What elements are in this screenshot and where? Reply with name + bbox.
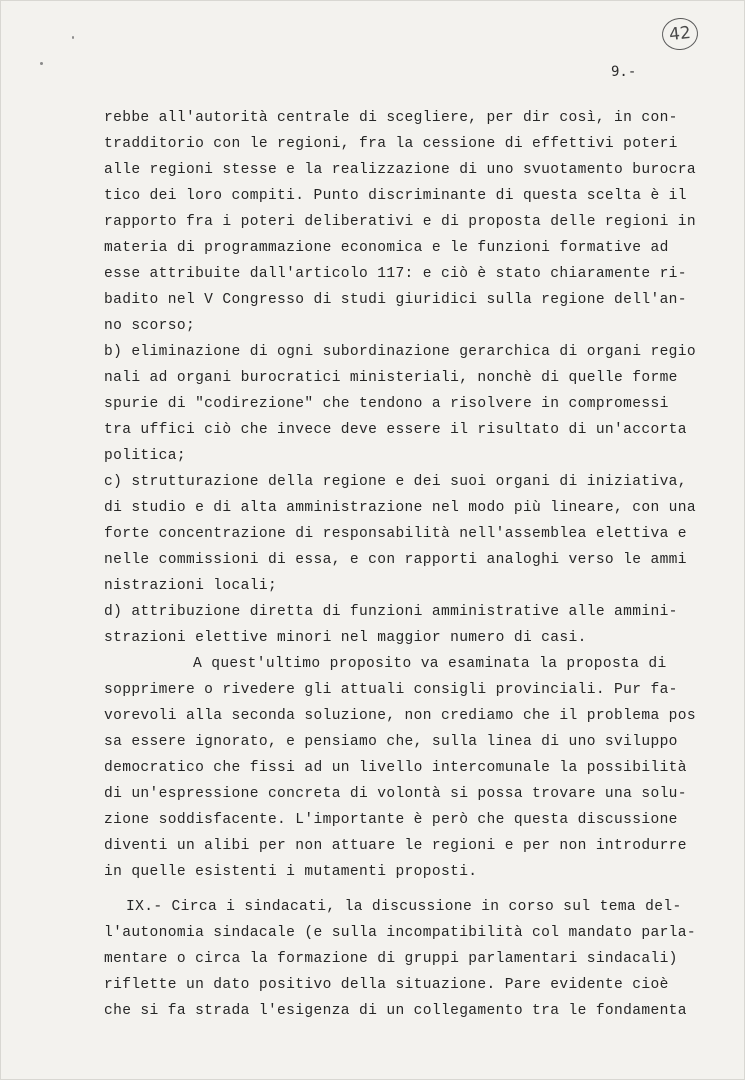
text-line: che si fa strada l'esigenza di un collegamento tra le fondamenta <box>104 1003 687 1019</box>
text-line: badito nel V Congresso di studi giuridici sulla regione dell'an- <box>104 292 687 308</box>
text-line: d) attribuzione diretta di funzioni amministrative alle ammini- <box>104 604 678 620</box>
text-line: c) strutturazione della regione e dei suoi organi di iniziativa, <box>104 474 687 490</box>
text-line: di un'espressione concreta di volontà si possa trovare una solu- <box>104 786 687 802</box>
scan-speck <box>72 36 74 39</box>
text-line: mentare o circa la formazione di gruppi parlamentari sindacali) <box>104 951 678 967</box>
section-heading-line: IX.- Circa i sindacati, la discussione in corso sul tema del- <box>126 899 682 915</box>
text-line: diventi un alibi per non attuare le regioni e per non introdurre <box>104 838 687 854</box>
text-line: l'autonomia sindacale (e sulla incompatibilità col mandato parla- <box>104 925 696 941</box>
folio-stamp <box>660 16 699 52</box>
text-line: forte concentrazione di responsabilità nell'assemblea elettiva e <box>104 526 687 542</box>
text-line: nelle commissioni di essa, e con rapporti analoghi verso le ammi <box>104 552 687 568</box>
text-line: vorevoli alla seconda soluzione, non crediamo che il problema pos <box>104 708 696 724</box>
text-line: tico dei loro compiti. Punto discriminante di questa scelta è il <box>104 188 687 204</box>
text-line: riflette un dato positivo della situazione. Pare evidente cioè <box>104 977 669 993</box>
text-line-indented: A quest'ultimo proposito va esaminata la proposta di <box>193 656 667 672</box>
text-line: zione soddisfacente. L'importante è però che questa discussione <box>104 812 678 828</box>
text-line: di studio e di alta amministrazione nel modo più lineare, con una <box>104 500 696 516</box>
text-line: strazioni elettive minori nel maggior numero di casi. <box>104 630 587 646</box>
text-line: sa essere ignorato, e pensiamo che, sulla linea di uno sviluppo <box>104 734 678 750</box>
text-line: democratico che fissi ad un livello intercomunale la possibilità <box>104 760 687 776</box>
text-line: politica; <box>104 448 186 464</box>
text-line: materia di programmazione economica e le funzioni formative ad <box>104 240 669 256</box>
text-line: b) eliminazione di ogni subordinazione gerarchica di organi regio <box>104 344 696 360</box>
text-line: rebbe all'autorità centrale di scegliere, per dir così, in con- <box>104 110 678 126</box>
text-line: nali ad organi burocratici ministeriali, nonchè di quelle forme <box>104 370 678 386</box>
text-line: rapporto fra i poteri deliberativi e di proposta delle regioni in <box>104 214 696 230</box>
text-line: sopprimere o rivedere gli attuali consigli provinciali. Pur fa- <box>104 682 678 698</box>
text-line: tra uffici ciò che invece deve essere il risultato di un'accorta <box>104 422 687 438</box>
page-number: 9.- <box>611 64 637 80</box>
text-line: spurie di "codirezione" che tendono a risolvere in compromessi <box>104 396 669 412</box>
scan-speck <box>40 62 43 65</box>
text-line: alle regioni stesse e la realizzazione di uno svuotamento burocra <box>104 162 696 178</box>
text-line: tradditorio con le regioni, fra la cessione di effettivi poteri <box>104 136 678 152</box>
text-line: nistrazioni locali; <box>104 578 278 594</box>
text-line: in quelle esistenti i mutamenti proposti. <box>104 864 478 880</box>
folio-number: 42 <box>668 22 692 46</box>
text-line: no scorso; <box>104 318 196 334</box>
text-line: esse attribuite dall'articolo 117: e ciò è stato chiaramente ri- <box>104 266 687 282</box>
